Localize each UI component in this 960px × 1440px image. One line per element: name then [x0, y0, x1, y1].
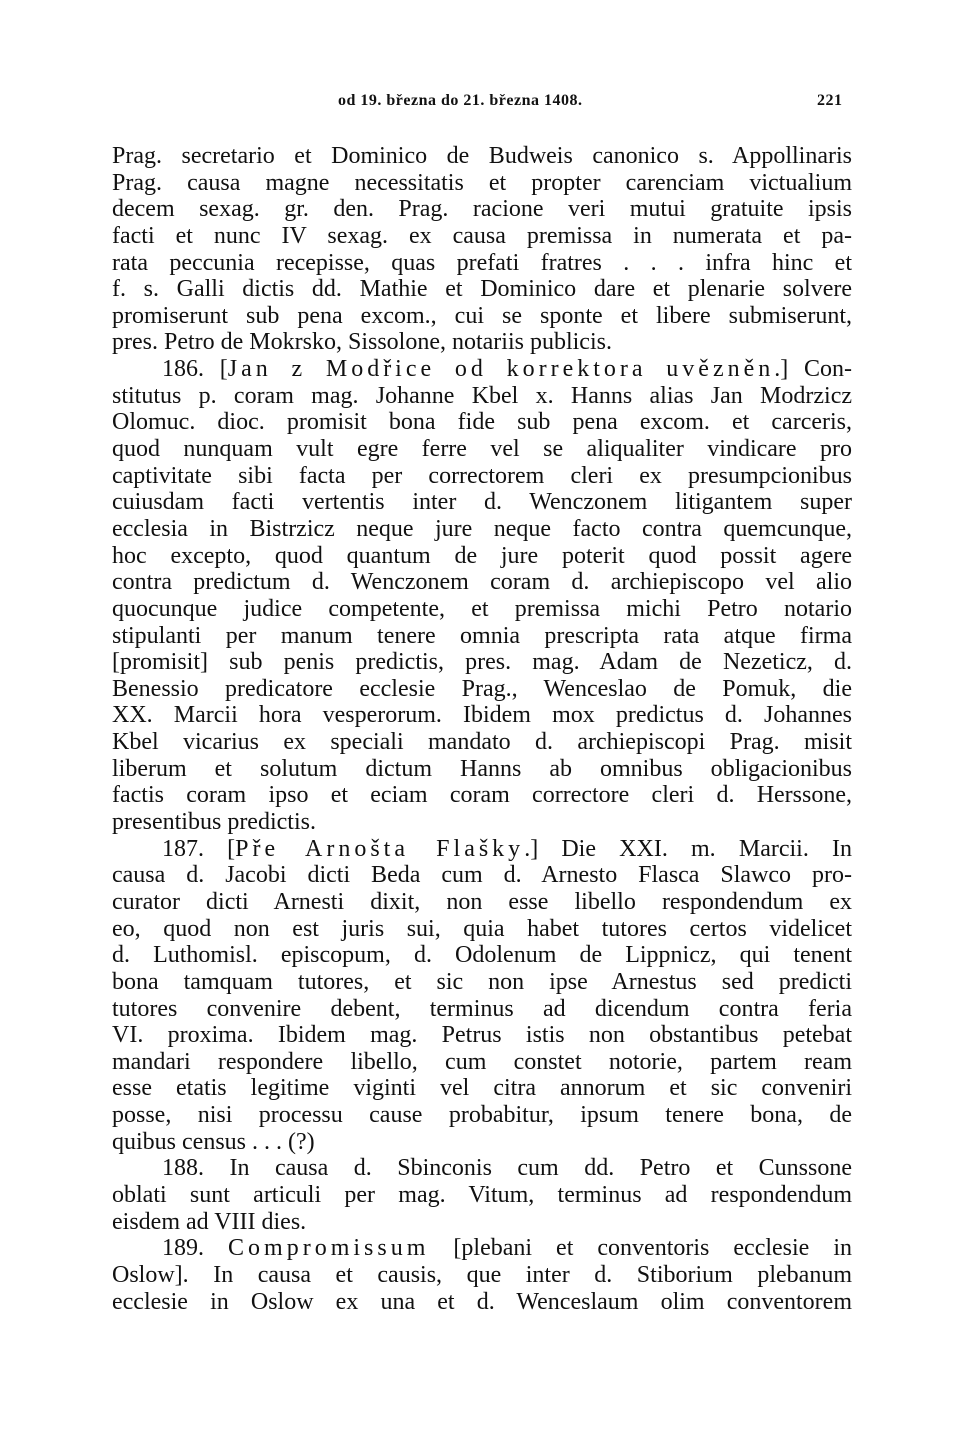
text-line: VI. proxima. Ibidem mag. Petrus istis non obstantibus petebat [112, 1022, 852, 1049]
text-line: d. Luthomisl. episcopum, d. Odolenum de Lippnicz, qui tenent [112, 942, 852, 969]
text-line: stipulanti per manum tenere omnia prescripta rata atque firma [112, 622, 852, 649]
running-title: od 19. března do 21. března 1408. [338, 92, 583, 109]
text-line: liberum et solutum dictum Hanns ab omnibus obligacionibus [112, 755, 852, 782]
text-line: ecclesie in Oslow ex una et d. Wenceslaum olim conventorem [112, 1288, 852, 1315]
text-line: f. s. Galli dictis dd. Mathie et Dominico dare et plenarie solvere [112, 276, 852, 303]
text-line: quibus census . . . (?) [112, 1128, 315, 1155]
spaced-heading: Pře Arnošta Flašky [235, 835, 525, 862]
text-line: bona tamquam tutores, et sic non ipse Arnestus sed predicti [112, 968, 852, 995]
text-segment: .] Con- [774, 356, 852, 383]
text-line: Benessio predicatore ecclesie Prag., Wenceslao de Pomuk, die [112, 675, 852, 702]
text-line: Oslow]. In causa et causis, que inter d. Stiborium plebanum [112, 1261, 852, 1288]
text-line: stitutus p. coram mag. Johanne Kbel x. Hanns alias Jan Modrzicz [112, 382, 852, 409]
text-line: quocunque judice competente, et premissa michi Petro notario [112, 595, 852, 622]
text-segment: [plebani et conventoris ecclesie in [429, 1235, 853, 1262]
text-line: curator dicti Arnesti dixit, non esse libello respondendum ex [112, 888, 852, 915]
text-line [112, 836, 852, 863]
spaced-heading: Jan z Modřice od korrektora uvězněn [227, 356, 775, 383]
page-number: 221 [817, 92, 843, 109]
text-line: contra predictum d. Wenczonem coram d. archiepiscopo vel alio [112, 569, 852, 596]
text-line: eo, quod non est juris sui, quia habet tutores certos videlicet [112, 915, 852, 942]
text-line: [promisit] sub penis predictis, pres. mag. Adam de Nezeticz, d. [112, 649, 852, 676]
text-line [112, 356, 852, 383]
text-line: tutores convenire debent, terminus ad dicendum contra feria [112, 995, 852, 1022]
text-line: 188. In causa d. Sbinconis cum dd. Petro et Cunssone [162, 1155, 852, 1182]
text-line: XX. Marcii hora vesperorum. Ibidem mox predictus d. Johannes [112, 702, 852, 729]
text-line: Prag. secretario et Dominico de Budweis canonico s. Appollinaris [112, 143, 852, 169]
text-line: pres. Petro de Mokrsko, Sissolone, notariis publicis. [112, 329, 612, 356]
text-line: eisdem ad VIII dies. [112, 1208, 307, 1235]
text-line [112, 1235, 852, 1262]
text-line: hoc excepto, quod quantum de jure poterit quod possit agere [112, 542, 852, 569]
body-text [112, 143, 852, 1315]
text-line: factis coram ipso et eciam coram correctore cleri d. Herssone, [112, 782, 852, 809]
text-line: ecclesia in Bistrzicz neque jure neque facto contra quemcunque, [112, 515, 852, 542]
text-line: promiserunt sub pena excom., cui se sponte et libere submiserunt, [112, 302, 852, 329]
text-segment: 187. [ [162, 835, 236, 862]
text-line: facti et nunc IV sexag. ex causa premissa in numerata et pa- [112, 222, 852, 249]
text-line: posse, nisi processu cause probabitur, ipsum tenere bona, de [112, 1102, 852, 1129]
text-line: rata peccunia recepisse, quas prefati fratres . . . infra hinc et [112, 249, 852, 276]
text-line: Olomuc. dioc. promisit bona fide sub pena excom. et carceris, [112, 409, 852, 436]
text-line: Kbel vicarius ex speciali mandato d. archiepiscopi Prag. misit [112, 729, 852, 756]
text-line: cuiusdam facti vertentis inter d. Wenczonem litigantem super [112, 489, 852, 516]
text-line: Prag. causa magne necessitatis et propter carenciam victualium [112, 169, 852, 196]
text-segment: .] Die XXI. m. Marcii. In [524, 835, 852, 862]
text-line: decem sexag. gr. den. Prag. racione veri mutui gratuite ipsis [112, 196, 852, 223]
spaced-heading: Compromissum [228, 1235, 430, 1262]
text-line: captivitate sibi facta per correctorem cleri ex presumpcionibus [112, 462, 852, 489]
text-segment: 189. [162, 1235, 229, 1262]
text-line: mandari respondere libello, cum constet notorie, partem ream [112, 1048, 852, 1075]
running-header [0, 92, 960, 116]
text-line: quod nunquam vult egre ferre vel se aliqualiter vindicare pro [112, 436, 852, 463]
text-line: esse etatis legitime viginti vel citra annorum et sic conveniri [112, 1075, 852, 1102]
text-segment: 186. [ [162, 356, 228, 383]
text-line: causa d. Jacobi dicti Beda cum d. Arnesto Flasca Slawco pro- [112, 862, 852, 889]
text-line: oblati sunt articuli per mag. Vitum, terminus ad respondendum [112, 1181, 852, 1208]
text-line: presentibus predictis. [112, 809, 316, 836]
